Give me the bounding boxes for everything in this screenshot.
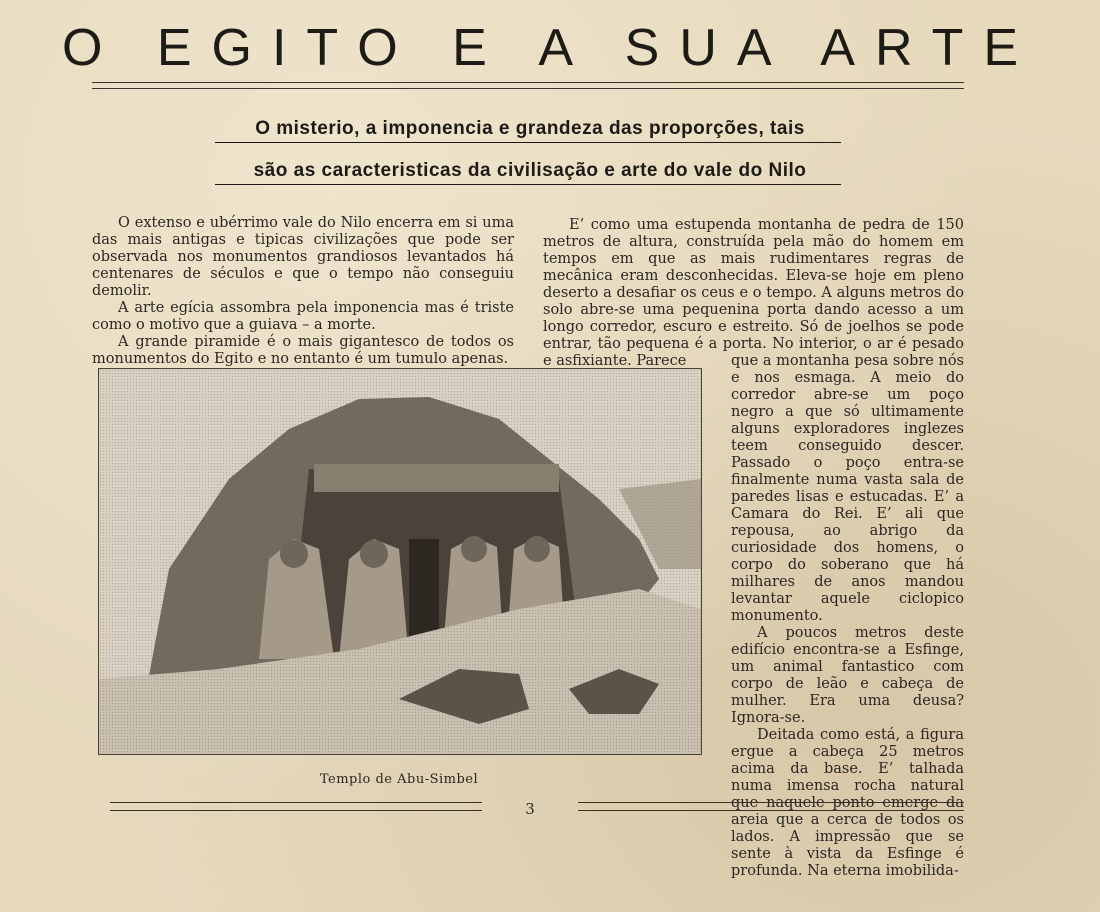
subtitle-line-2: são as caracteristicas da civilisação e arte do vale do Nilo	[253, 160, 807, 181]
photo-caption: Templo de Abu-Simbel	[319, 772, 479, 787]
title-rule-top	[92, 82, 964, 83]
page-title: O EGITO E A SUA ARTE	[61, 19, 1039, 77]
paragraph: O extenso e ubérrimo vale do Nilo encerra em si uma das mais antigas e tipicas civilizações que pode ser observada nos monumentos grandiosos levantados há centenares de séculos e que o tempo não conseguiu demolir.	[92, 215, 514, 299]
footer-rule-right-bottom	[578, 810, 964, 811]
temple-illustration	[99, 369, 701, 754]
footer-rule-left-top	[110, 802, 482, 803]
footer-rule-right-top	[578, 802, 964, 803]
paragraph: A grande piramide é o mais gigantesco de todos os monumentos do Egito e no entanto é um tumulo apenas.	[92, 334, 514, 367]
left-column	[92, 215, 514, 368]
footer-rule-left-bottom	[110, 810, 482, 811]
right-column-top	[543, 217, 964, 370]
paragraph: Deitada como está, a figura ergue a cabeça 25 metros acima da base. E’ talhada numa imensa rocha natural que naquele ponto emerge da areia que a cerca de todos os lados. A impressão que se sente à vista da Esfinge é profunda. Na eterna imobilida-	[731, 727, 964, 879]
paragraph: que a montanha pesa sobre nós e nos esmaga. A meio do corredor abre-se um poço negro a que só ultimamente alguns exploradores inglezes teem conseguido descer. Passado o poço entra-se finalmente numa vasta sala de paredes lisas e estucadas. E’ a Camara do Rei. E’ ali que repousa, ao abrigo da curiosidade dos homens, o corpo do soberano que há milhares de anos mandou levantar aquele ciclopico monumento.	[731, 353, 964, 624]
subtitle-line-1: O misterio, a imponencia e grandeza das proporções, tais	[255, 118, 805, 139]
paragraph: A arte egícia assombra pela imponencia mas é triste como o motivo que a guiava – a morte.	[92, 300, 514, 333]
title-rule-bottom	[92, 88, 964, 89]
temple-photo	[98, 368, 702, 755]
subtitle-underline-2	[215, 184, 841, 185]
paragraph: A poucos metros deste edifício encontra-se a Esfinge, um animal fantastico com corpo de leão e cabeça de mulher. Era uma deusa? Ignora-se.	[731, 625, 964, 726]
subtitle-underline-1	[215, 142, 841, 143]
paragraph: E’ como uma estupenda montanha de pedra de 150 metros de altura, construída pela mão do homem em tempos em que as mais rudimentares regras de mecânica eram desconhecidas. Eleva-se hoje em pleno deserto a desafiar os ceus e o tempo. A alguns metros do solo abre-se uma pequenina porta dando acesso a um longo corredor, escuro e estreito. Só de joelhos se pode entrar, tão pequena é a porta. No interior, o ar é pesado e asfixiante. Parece	[543, 217, 964, 369]
right-column-narrow	[731, 353, 964, 880]
page-number: 3	[525, 800, 535, 818]
